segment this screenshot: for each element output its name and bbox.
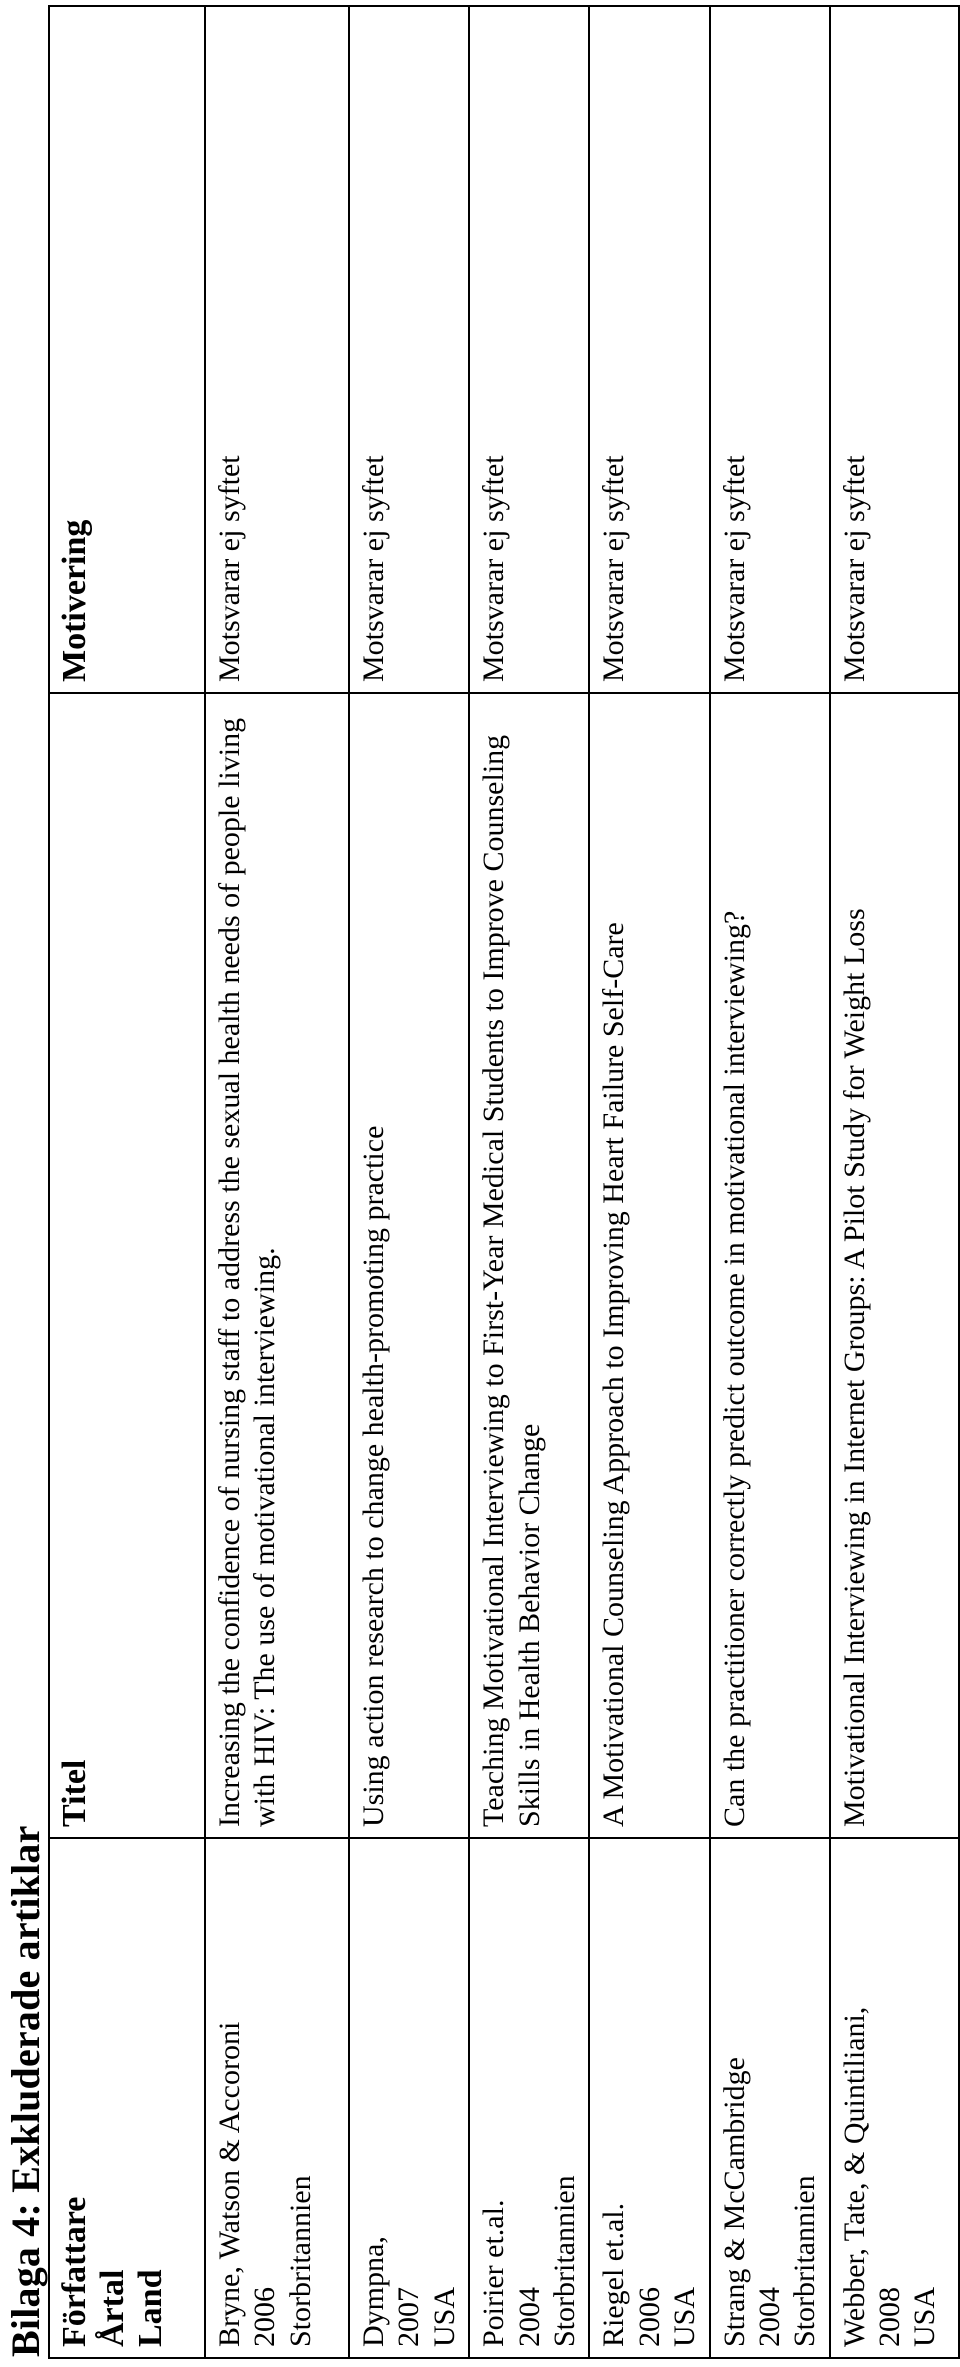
- article-title: Can the practitioner correctly predict outcome in motivational interviewing?: [710, 693, 830, 1838]
- header-motivation: Motivering: [49, 6, 205, 693]
- country: Storbritannien: [547, 2175, 581, 2347]
- author-cell: [205, 1838, 349, 2358]
- article-title: Motivational Interviewing in Internet Groups: A Pilot Study for Weight Loss: [830, 693, 959, 1838]
- table-row: [349, 6, 469, 2358]
- publication-year: 2008: [873, 2287, 907, 2347]
- article-title: A Motivational Counseling Approach to Improving Heart Failure Self-Care: [589, 693, 709, 1838]
- author-cell: [710, 1838, 830, 2358]
- header-author: Författare: [56, 2196, 93, 2347]
- publication-year: 2004: [752, 2287, 786, 2347]
- publication-year: 2007: [392, 2287, 426, 2347]
- table-row: [205, 6, 349, 2358]
- header-author-year-country: [49, 1838, 205, 2358]
- author-cell: [830, 1838, 959, 2358]
- country: USA: [668, 2286, 702, 2347]
- table-header-row: [49, 6, 205, 2358]
- excluded-articles-table-wrapper: [48, 7, 950, 2359]
- header-title: Titel: [49, 693, 205, 1838]
- header-country: Land: [132, 2269, 170, 2347]
- author-cell: [469, 1838, 589, 2358]
- author-cell: [589, 1838, 709, 2358]
- article-title: Increasing the confidence of nursing staff to address the sexual health needs of people living with HIV: The use of motivational interviewing.: [205, 693, 349, 1838]
- country: Storbritannien: [788, 2175, 822, 2347]
- article-title: Teaching Motivational Interviewing to First-Year Medical Students to Improve Counseling Skills in Health Behavior Change: [469, 693, 589, 1838]
- table-row: [830, 6, 959, 2358]
- country: USA: [908, 2286, 942, 2347]
- article-title: Using action research to change health-promoting practice: [349, 693, 469, 1838]
- table-row: [710, 6, 830, 2358]
- author-name: Webber, Tate, & Quintiliani,: [837, 2006, 871, 2347]
- exclusion-motivation: Motsvarar ej syftet: [205, 6, 349, 693]
- excluded-articles-table: [48, 5, 960, 2359]
- exclusion-motivation: Motsvarar ej syftet: [710, 6, 830, 693]
- exclusion-motivation: Motsvarar ej syftet: [349, 6, 469, 693]
- exclusion-motivation: Motsvarar ej syftet: [830, 6, 959, 693]
- header-year: Årtal: [94, 2269, 132, 2347]
- country: USA: [427, 2286, 461, 2347]
- author-cell: [349, 1838, 469, 2358]
- author-name: Bryne, Watson & Accoroni: [213, 2021, 246, 2347]
- author-name: Riegel et.al.: [597, 2202, 631, 2347]
- document-heading: Bilaga 4: Exkluderade artiklar: [3, 1825, 48, 2357]
- table-row: [469, 6, 589, 2358]
- country: Storbritannien: [283, 2175, 317, 2347]
- table-row: [589, 6, 709, 2358]
- exclusion-motivation: Motsvarar ej syftet: [469, 6, 589, 693]
- author-name: Strang & McCambridge: [717, 2057, 751, 2347]
- exclusion-motivation: Motsvarar ej syftet: [589, 6, 709, 693]
- author-name: Poirier et.al.: [477, 2199, 511, 2347]
- publication-year: 2006: [248, 2287, 282, 2347]
- publication-year: 2006: [632, 2287, 666, 2347]
- author-name: Dympna,: [357, 2236, 390, 2347]
- publication-year: 2004: [512, 2287, 546, 2347]
